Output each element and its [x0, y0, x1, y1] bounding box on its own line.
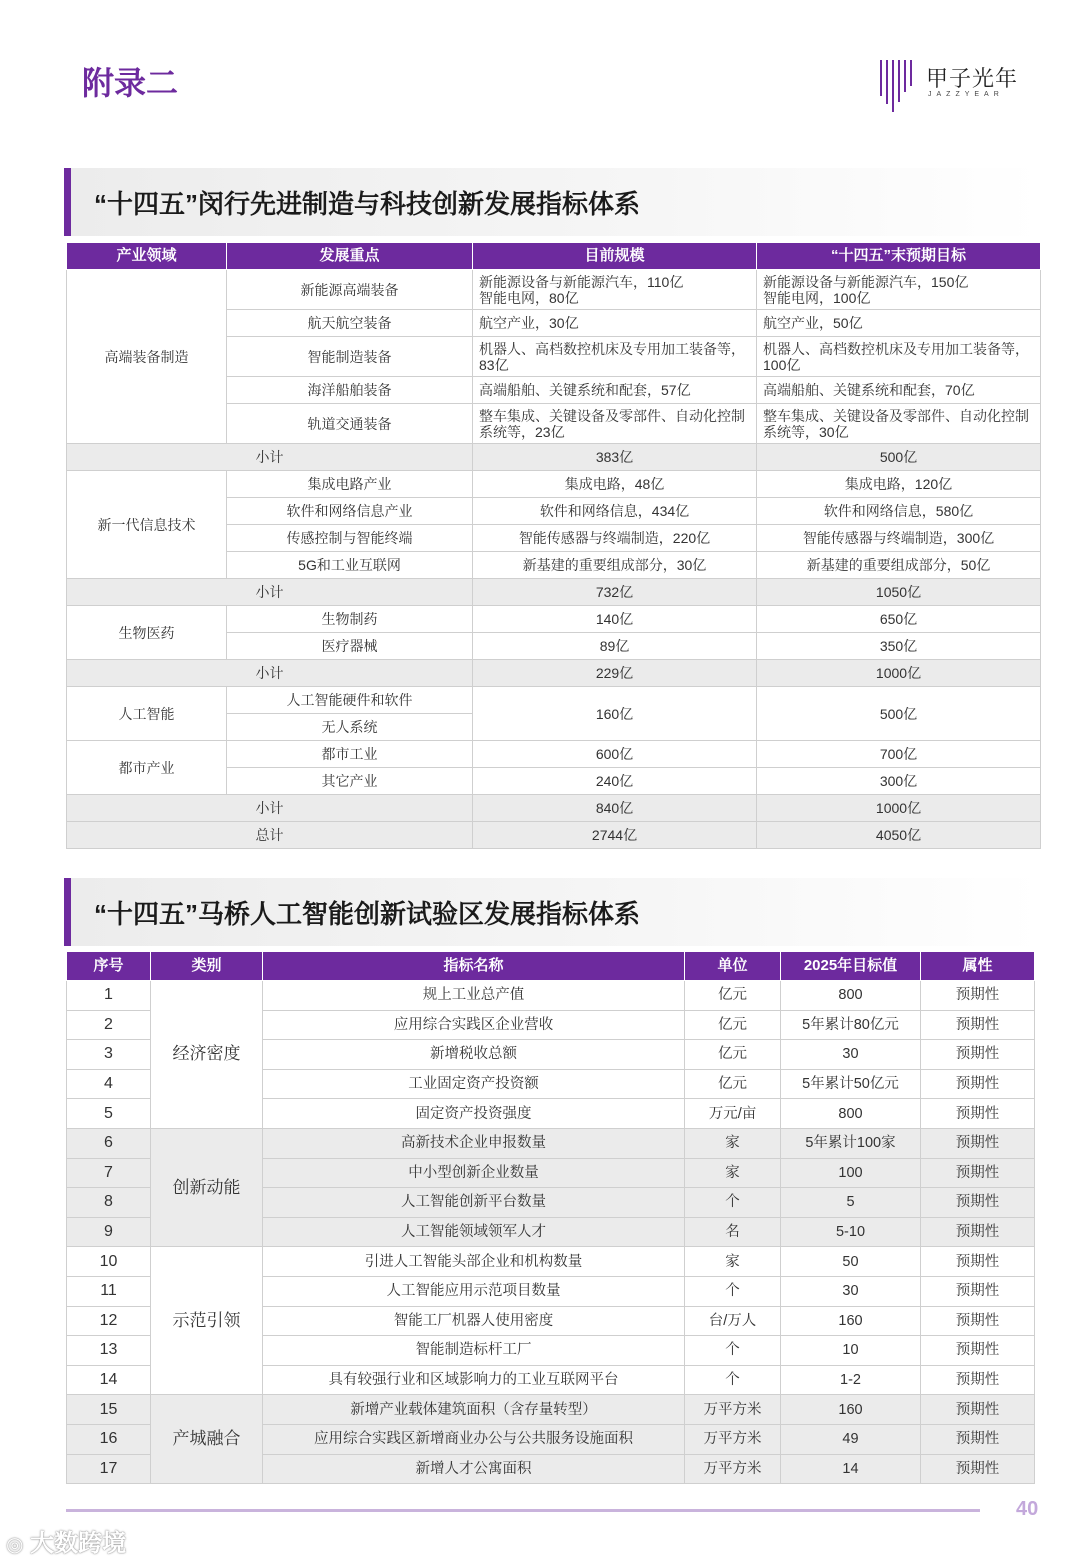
subtotal-current: 840亿: [473, 795, 757, 822]
unit-cell: 个: [685, 1276, 781, 1306]
target-value: 5: [781, 1188, 921, 1218]
attribute-cell: 预期性: [921, 1336, 1035, 1366]
current-cell: 新基建的重要组成部分，30亿: [473, 552, 757, 579]
row-number: 11: [67, 1276, 151, 1306]
target-value: 1-2: [781, 1365, 921, 1395]
target-value: 14: [781, 1454, 921, 1484]
unit-cell: 台/万人: [685, 1306, 781, 1336]
target-cell: 300亿: [757, 768, 1041, 795]
ai-zone-indicator-table: [66, 951, 1035, 1484]
unit-cell: 家: [685, 1128, 781, 1158]
row-number: 13: [67, 1336, 151, 1366]
row-number: 17: [67, 1454, 151, 1484]
target-value: 10: [781, 1336, 921, 1366]
indicator-name: 引进人工智能头部企业和机构数量: [263, 1247, 685, 1277]
row-number: 14: [67, 1365, 151, 1395]
subtotal-label: 小计: [67, 660, 473, 687]
col-header-current: 目前规模: [473, 243, 757, 270]
attribute-cell: 预期性: [921, 1306, 1035, 1336]
indicator-name: 固定资产投资强度: [263, 1099, 685, 1129]
subtotal-label: 小计: [67, 444, 473, 471]
section2-heading: [64, 878, 1040, 946]
focus-cell: 人工智能硬件和软件: [227, 687, 473, 714]
row-number: 10: [67, 1247, 151, 1277]
appendix-title: 附录二: [82, 65, 179, 101]
attribute-cell: 预期性: [921, 1365, 1035, 1395]
category-cell: 产城融合: [151, 1395, 263, 1484]
current-cell: 140亿: [473, 606, 757, 633]
indicator-name: 人工智能创新平台数量: [263, 1188, 685, 1218]
indicator-name: 应用综合实践区新增商业办公与公共服务设施面积: [263, 1424, 685, 1454]
target-value: 5-10: [781, 1217, 921, 1247]
target-value: 30: [781, 1040, 921, 1070]
unit-cell: 亿元: [685, 1010, 781, 1040]
attribute-cell: 预期性: [921, 1395, 1035, 1425]
row-number: 16: [67, 1424, 151, 1454]
field-cell: 高端装备制造: [67, 270, 227, 444]
focus-cell: 生物制药: [227, 606, 473, 633]
target-value: 49: [781, 1424, 921, 1454]
total-current: 2744亿: [473, 822, 757, 849]
target-value: 160: [781, 1306, 921, 1336]
target-cell: 高端船舶、关键系统和配套，70亿: [757, 377, 1041, 404]
target-value: 30: [781, 1276, 921, 1306]
unit-cell: 家: [685, 1158, 781, 1188]
total-label: 总计: [67, 822, 473, 849]
field-cell: 都市产业: [67, 741, 227, 795]
target-cell: 整车集成、关键设备及零部件、自动化控制系统等，30亿: [757, 404, 1041, 444]
current-cell: 集成电路，48亿: [473, 471, 757, 498]
row-number: 1: [67, 981, 151, 1011]
unit-cell: 名: [685, 1217, 781, 1247]
logo-bars-icon: [878, 58, 918, 114]
attribute-cell: 预期性: [921, 1128, 1035, 1158]
focus-cell: 集成电路产业: [227, 471, 473, 498]
field-cell: 生物医药: [67, 606, 227, 660]
current-cell: 160亿: [473, 687, 757, 741]
focus-cell: 5G和工业互联网: [227, 552, 473, 579]
current-cell: 机器人、高档数控机床及专用加工装备等，83亿: [473, 337, 757, 377]
field-cell: 新一代信息技术: [67, 471, 227, 579]
focus-cell: 其它产业: [227, 768, 473, 795]
indicator-name: 中小型创新企业数量: [263, 1158, 685, 1188]
section1-heading: [64, 168, 1040, 236]
indicator-name: 应用综合实践区企业营收: [263, 1010, 685, 1040]
row-number: 15: [67, 1395, 151, 1425]
focus-cell: 智能制造装备: [227, 337, 473, 377]
col-header-indicator: 指标名称: [263, 952, 685, 981]
focus-cell: 医疗器械: [227, 633, 473, 660]
current-cell: 高端船舶、关键系统和配套，57亿: [473, 377, 757, 404]
target-value: 160: [781, 1395, 921, 1425]
target-value: 100: [781, 1158, 921, 1188]
attribute-cell: 预期性: [921, 1424, 1035, 1454]
target-cell: 700亿: [757, 741, 1041, 768]
attribute-cell: 预期性: [921, 1276, 1035, 1306]
indicator-name: 规上工业总产值: [263, 981, 685, 1011]
col-header-category: 类别: [151, 952, 263, 981]
unit-cell: 个: [685, 1336, 781, 1366]
total-target: 4050亿: [757, 822, 1041, 849]
row-number: 9: [67, 1217, 151, 1247]
section-accent-bar: [64, 168, 71, 236]
focus-cell: 新能源高端装备: [227, 270, 473, 310]
indicator-name: 智能工厂机器人使用密度: [263, 1306, 685, 1336]
industry-indicator-table: [66, 242, 1041, 849]
subtotal-target: 1000亿: [757, 795, 1041, 822]
target-value: 800: [781, 981, 921, 1011]
target-cell: 软件和网络信息，580亿: [757, 498, 1041, 525]
unit-cell: 个: [685, 1188, 781, 1218]
category-cell: 示范引领: [151, 1247, 263, 1395]
indicator-name: 新增人才公寓面积: [263, 1454, 685, 1484]
section1-title: “十四五”闵行先进制造与科技创新发展指标体系: [94, 189, 641, 219]
unit-cell: 亿元: [685, 981, 781, 1011]
target-cell: 机器人、高档数控机床及专用加工装备等，100亿: [757, 337, 1041, 377]
current-cell: 600亿: [473, 741, 757, 768]
unit-cell: 亿元: [685, 1069, 781, 1099]
row-number: 5: [67, 1099, 151, 1129]
unit-cell: 万元/亩: [685, 1099, 781, 1129]
attribute-cell: 预期性: [921, 1069, 1035, 1099]
category-cell: 经济密度: [151, 981, 263, 1129]
section2-title: “十四五”马桥人工智能创新试验区发展指标体系: [94, 899, 641, 929]
attribute-cell: 预期性: [921, 1188, 1035, 1218]
focus-cell: 航天航空装备: [227, 310, 473, 337]
section-accent-bar: [64, 878, 71, 946]
target-cell: 新基建的重要组成部分，50亿: [757, 552, 1041, 579]
subtotal-current: 229亿: [473, 660, 757, 687]
current-cell: 整车集成、关键设备及零部件、自动化控制系统等，23亿: [473, 404, 757, 444]
focus-cell: 传感控制与智能终端: [227, 525, 473, 552]
current-cell: 89亿: [473, 633, 757, 660]
target-cell: 航空产业，50亿: [757, 310, 1041, 337]
current-cell: 新能源设备与新能源汽车，110亿 智能电网，80亿: [473, 270, 757, 310]
col-header-target: “十四五”末预期目标: [757, 243, 1041, 270]
target-cell: 500亿: [757, 687, 1041, 741]
unit-cell: 万平方米: [685, 1395, 781, 1425]
target-cell: 智能传感器与终端制造，300亿: [757, 525, 1041, 552]
subtotal-target: 1000亿: [757, 660, 1041, 687]
col-header-target-value: 2025年目标值: [781, 952, 921, 981]
row-number: 4: [67, 1069, 151, 1099]
attribute-cell: 预期性: [921, 1158, 1035, 1188]
indicator-row: [67, 1128, 1035, 1158]
indicator-row: [67, 1247, 1035, 1277]
attribute-cell: 预期性: [921, 981, 1035, 1011]
unit-cell: 亿元: [685, 1040, 781, 1070]
target-value: 50: [781, 1247, 921, 1277]
unit-cell: 万平方米: [685, 1454, 781, 1484]
focus-cell: 都市工业: [227, 741, 473, 768]
page-number: 40: [1016, 1498, 1039, 1520]
category-cell: 创新动能: [151, 1128, 263, 1246]
indicator-name: 智能制造标杆工厂: [263, 1336, 685, 1366]
subtotal-label: 小计: [67, 579, 473, 606]
unit-cell: 个: [685, 1365, 781, 1395]
attribute-cell: 预期性: [921, 1040, 1035, 1070]
indicator-name: 高新技术企业申报数量: [263, 1128, 685, 1158]
weibo-icon: ◎: [6, 1534, 24, 1556]
target-value: 800: [781, 1099, 921, 1129]
brand-logo: [878, 58, 1038, 114]
indicator-name: 人工智能应用示范项目数量: [263, 1276, 685, 1306]
logo-name: 甲子光年: [926, 67, 1019, 92]
attribute-cell: 预期性: [921, 1217, 1035, 1247]
indicator-name: 工业固定资产投资额: [263, 1069, 685, 1099]
attribute-cell: 预期性: [921, 1454, 1035, 1484]
attribute-cell: 预期性: [921, 1247, 1035, 1277]
target-value: 5年累计80亿元: [781, 1010, 921, 1040]
target-cell: 集成电路，120亿: [757, 471, 1041, 498]
row-number: 3: [67, 1040, 151, 1070]
row-number: 12: [67, 1306, 151, 1336]
unit-cell: 万平方米: [685, 1424, 781, 1454]
current-cell: 软件和网络信息，434亿: [473, 498, 757, 525]
col-header-unit: 单位: [685, 952, 781, 981]
subtotal-target: 500亿: [757, 444, 1041, 471]
col-header-field: 产业领域: [67, 243, 227, 270]
indicator-name: 人工智能领域领军人才: [263, 1217, 685, 1247]
target-value: 5年累计50亿元: [781, 1069, 921, 1099]
indicator-row: [67, 981, 1035, 1011]
attribute-cell: 预期性: [921, 1010, 1035, 1040]
watermark-brand: [6, 1523, 126, 1558]
col-header-attribute: 属性: [921, 952, 1035, 981]
target-cell: 350亿: [757, 633, 1041, 660]
target-value: 5年累计100家: [781, 1128, 921, 1158]
row-number: 7: [67, 1158, 151, 1188]
focus-cell: 无人系统: [227, 714, 473, 741]
current-cell: 航空产业，30亿: [473, 310, 757, 337]
subtotal-label: 小计: [67, 795, 473, 822]
unit-cell: 家: [685, 1247, 781, 1277]
focus-cell: 轨道交通装备: [227, 404, 473, 444]
footer-divider: [66, 1509, 980, 1512]
col-header-no: 序号: [67, 952, 151, 981]
row-number: 8: [67, 1188, 151, 1218]
indicator-name: 具有较强行业和区域影响力的工业互联网平台: [263, 1365, 685, 1395]
subtotal-target: 1050亿: [757, 579, 1041, 606]
target-cell: 650亿: [757, 606, 1041, 633]
current-cell: 240亿: [473, 768, 757, 795]
logo-subtitle: JAZZYEAR: [928, 91, 1004, 98]
focus-cell: 海洋船舶装备: [227, 377, 473, 404]
row-number: 2: [67, 1010, 151, 1040]
indicator-row: [67, 1395, 1035, 1425]
subtotal-current: 383亿: [473, 444, 757, 471]
attribute-cell: 预期性: [921, 1099, 1035, 1129]
indicator-name: 新增产业载体建筑面积（含存量转型）: [263, 1395, 685, 1425]
watermark-brand-text: 大数跨境: [30, 1530, 127, 1557]
col-header-focus: 发展重点: [227, 243, 473, 270]
current-cell: 智能传感器与终端制造，220亿: [473, 525, 757, 552]
field-cell: 人工智能: [67, 687, 227, 741]
indicator-name: 新增税收总额: [263, 1040, 685, 1070]
subtotal-current: 732亿: [473, 579, 757, 606]
row-number: 6: [67, 1128, 151, 1158]
target-cell: 新能源设备与新能源汽车，150亿 智能电网，100亿: [757, 270, 1041, 310]
focus-cell: 软件和网络信息产业: [227, 498, 473, 525]
